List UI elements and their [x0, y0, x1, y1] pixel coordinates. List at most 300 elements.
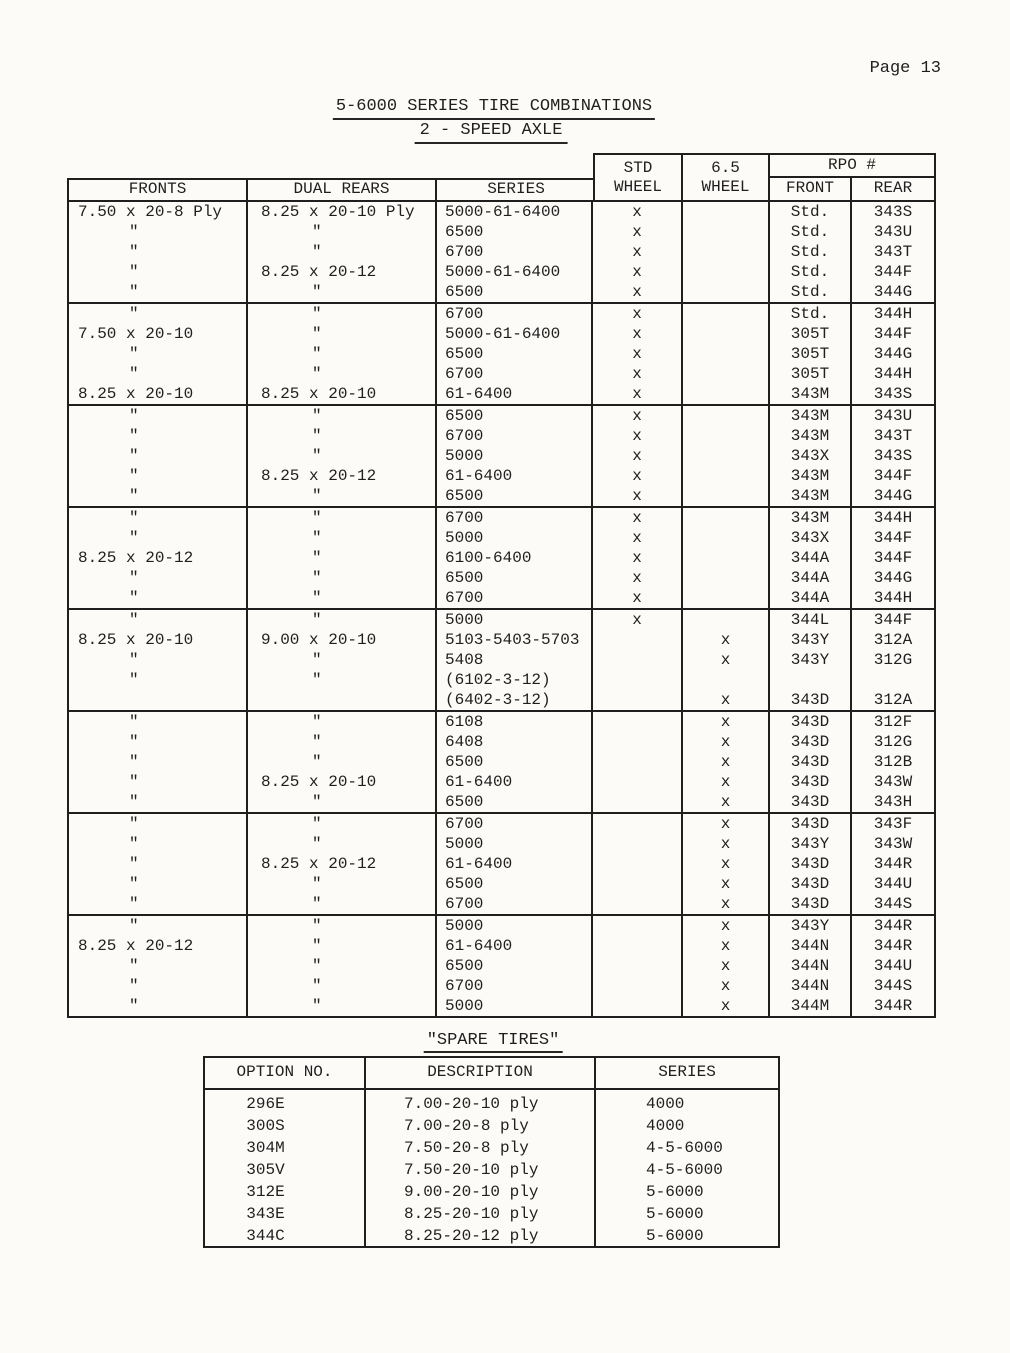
row-group [69, 914, 934, 1016]
table-row [69, 222, 934, 242]
dual-rears-cell: 8.25 x 20-10 Ply [248, 202, 437, 222]
wheel-65-cell: x [683, 916, 770, 936]
fronts-cell: " [69, 712, 248, 732]
fronts-cell: " [69, 834, 248, 854]
description-cell: 7.00-20-10 ply [404, 1095, 539, 1113]
series-cell: 5000-61-6400 [437, 262, 593, 282]
std-wheel-cell [593, 814, 683, 834]
rpo-front-cell: 305T [770, 364, 852, 384]
rpo-rear-cell: 343S [873, 203, 913, 221]
col-header-front: FRONT [770, 178, 852, 200]
rpo-front-cell: 343D [770, 814, 852, 834]
col-header-65-wheel [683, 155, 770, 200]
wheel-65-cell [683, 406, 770, 426]
series-cell: 6500 [437, 792, 593, 812]
table-row [69, 854, 934, 874]
wheel-65-cell: x [683, 752, 770, 772]
series-cell: 6500 [437, 282, 593, 302]
rpo-rear-cell: 343W [873, 835, 913, 853]
wheel-65-cell: x [683, 814, 770, 834]
rpo-rear-cell: 344H [873, 589, 913, 607]
table-row [69, 690, 934, 710]
wheel-65-cell: x [683, 996, 770, 1016]
rpo-front-cell: 344A [770, 588, 852, 608]
wheel-65-cell [683, 466, 770, 486]
rpo-front-cell: 343M [770, 384, 852, 404]
dual-rears-cell: 8.25 x 20-12 [248, 262, 437, 282]
wheel-65-cell [683, 344, 770, 364]
spare-table-header [205, 1058, 778, 1090]
wheel-65-cell [683, 222, 770, 242]
option-no-cell: 343E [246, 1205, 285, 1223]
dual-rears-cell: 8.25 x 20-12 [248, 466, 437, 486]
rpo-front-cell: 305T [770, 324, 852, 344]
rpo-front-cell: 343Y [770, 630, 852, 650]
fronts-cell: " [69, 406, 248, 426]
std-wheel-cell [593, 630, 683, 650]
row-group [69, 812, 934, 914]
wheel-65-cell [683, 324, 770, 344]
rpo-front-cell: 343Y [770, 834, 852, 854]
fronts-cell [69, 690, 248, 710]
rpo-rear-cell: 312A [873, 631, 913, 649]
table-row [69, 894, 934, 914]
fronts-cell: " [69, 446, 248, 466]
rpo-front-cell [770, 670, 852, 690]
dual-rears-cell: " [248, 732, 437, 752]
std-wheel-cell [593, 670, 683, 690]
wheel-65-cell [683, 426, 770, 446]
series-cell: 6408 [437, 732, 593, 752]
wheel-65-cell: x [683, 772, 770, 792]
wheel-65-cell: x [683, 956, 770, 976]
series-cell: 61-6400 [437, 854, 593, 874]
rpo-rear-cell: 312A [873, 691, 913, 709]
table-row [69, 364, 934, 384]
rpo-front-cell: 343D [770, 712, 852, 732]
series-cell: 5408 [437, 650, 593, 670]
description-cell: 7.00-20-8 ply [404, 1117, 529, 1135]
std-wheel-cell [593, 650, 683, 670]
std-wheel-cell [593, 894, 683, 914]
table-row [69, 772, 934, 792]
dual-rears-cell: 8.25 x 20-12 [248, 854, 437, 874]
std-wheel-cell: x [593, 466, 683, 486]
rpo-rear-cell: 344H [873, 509, 913, 527]
wheel-65-cell [683, 486, 770, 506]
table-row [69, 384, 934, 404]
wheel-65-cell [683, 242, 770, 262]
dual-rears-cell: " [248, 528, 437, 548]
six-five-label: 6.5 [711, 159, 740, 177]
table-row [69, 670, 934, 690]
fronts-cell: " [69, 610, 248, 630]
fronts-cell: " [69, 568, 248, 588]
wheel-65-cell: x [683, 690, 770, 710]
rpo-rear-cell: 344G [873, 345, 913, 363]
table-row [69, 956, 934, 976]
series-cell: (6402-3-12) [437, 690, 593, 710]
series-cell: 6500 [437, 956, 593, 976]
table-row [69, 792, 934, 812]
rpo-front-cell: 343X [770, 446, 852, 466]
fronts-cell: " [69, 304, 248, 324]
std-wheel-cell: x [593, 324, 683, 344]
rpo-rear-cell: 312G [873, 733, 913, 751]
rpo-rear-cell: 343S [873, 385, 913, 403]
fronts-cell: " [69, 344, 248, 364]
rpo-front-cell: 343M [770, 406, 852, 426]
dual-rears-cell: " [248, 936, 437, 956]
fronts-cell: " [69, 874, 248, 894]
std-wheel-cell [593, 834, 683, 854]
rpo-subheaders [770, 178, 934, 200]
fronts-cell: " [69, 466, 248, 486]
dual-rears-cell: " [248, 670, 437, 690]
rpo-rear-cell: 344G [873, 487, 913, 505]
rpo-front-cell: 343D [770, 854, 852, 874]
rpo-rear-cell: 343F [873, 815, 913, 833]
dual-rears-cell: 9.00 x 20-10 [248, 630, 437, 650]
fronts-cell: " [69, 364, 248, 384]
series-cell: 5000 [437, 528, 593, 548]
table-row [69, 282, 934, 302]
row-group [69, 302, 934, 404]
table-row [69, 712, 934, 732]
series-cell: 6108 [437, 712, 593, 732]
dual-rears-cell: " [248, 324, 437, 344]
rpo-front-cell: 344N [770, 936, 852, 956]
dual-rears-cell: " [248, 916, 437, 936]
wheel-65-cell [683, 528, 770, 548]
std-wheel-cell: x [593, 508, 683, 528]
option-no-cell: 344C [246, 1227, 285, 1245]
fronts-cell: " [69, 262, 248, 282]
rpo-rear-cell: 343W [873, 773, 913, 791]
wheel-65-cell [683, 588, 770, 608]
series-cell: 6700 [437, 426, 593, 446]
std-wheel-cell: x [593, 528, 683, 548]
wheel-65-cell: x [683, 792, 770, 812]
rpo-front-cell: 305T [770, 344, 852, 364]
std-wheel-cell [593, 712, 683, 732]
description-cell: 9.00-20-10 ply [404, 1183, 539, 1201]
std-wheel-cell: x [593, 242, 683, 262]
table-row [69, 446, 934, 466]
option-no-cell: 300S [246, 1117, 285, 1135]
col-header-rear: REAR [873, 179, 913, 197]
rpo-rear-cell: 344F [873, 611, 913, 629]
table-row [69, 588, 934, 608]
series-cell: 6500 [437, 874, 593, 894]
series-cell: 5000-61-6400 [437, 324, 593, 344]
series-cell: 5-6000 [646, 1205, 704, 1223]
rpo-rear-cell: 344G [873, 569, 913, 587]
std-wheel-cell: x [593, 222, 683, 242]
rpo-number-label: RPO # [770, 155, 934, 178]
row-group [69, 506, 934, 608]
table-row [69, 752, 934, 772]
rpo-rear-cell: 344F [873, 325, 913, 343]
fronts-cell: " [69, 528, 248, 548]
table-row [69, 202, 934, 222]
rpo-rear-cell: 343T [873, 243, 913, 261]
fronts-cell: " [69, 956, 248, 976]
description-cell: 7.50-20-10 ply [404, 1161, 539, 1179]
document-subtitle: 2 - SPEED AXLE [415, 121, 568, 144]
table-row [69, 976, 934, 996]
wheel-65-cell: x [683, 936, 770, 956]
fronts-cell: " [69, 222, 248, 242]
rpo-rear-cell: 343S [873, 447, 913, 465]
wheel-65-cell: x [683, 874, 770, 894]
table-row [69, 242, 934, 262]
spare-col-header-option-no: OPTION NO. [205, 1058, 366, 1088]
rpo-front-cell: 344L [770, 610, 852, 630]
wheel-65-cell [683, 304, 770, 324]
spare-column [205, 1090, 366, 1246]
series-cell: 5000 [437, 996, 593, 1016]
rpo-front-cell: 343X [770, 528, 852, 548]
main-table-header-left [67, 178, 595, 200]
rpo-rear-cell: 344U [873, 875, 913, 893]
table-row [69, 508, 934, 528]
rpo-front-cell: 343D [770, 752, 852, 772]
series-cell: 61-6400 [437, 466, 593, 486]
table-row [69, 406, 934, 426]
rpo-rear-cell: 344H [873, 305, 913, 323]
row-group [69, 404, 934, 506]
std-wheel-cell [593, 996, 683, 1016]
wheel-65-cell [683, 262, 770, 282]
description-cell: 8.25-20-10 ply [404, 1205, 539, 1223]
wheel-65-cell [683, 548, 770, 568]
series-cell: 61-6400 [437, 936, 593, 956]
main-table-header-right [593, 153, 936, 200]
wheel-65-cell [683, 364, 770, 384]
dual-rears-cell: " [248, 650, 437, 670]
std-wheel-cell: x [593, 364, 683, 384]
fronts-cell: " [69, 732, 248, 752]
std-wheel-cell: x [593, 610, 683, 630]
dual-rears-cell: 8.25 x 20-10 [248, 772, 437, 792]
rpo-front-cell: 344N [770, 956, 852, 976]
rpo-front-cell: Std. [770, 242, 852, 262]
rpo-front-cell: 344A [770, 568, 852, 588]
series-cell: 6700 [437, 304, 593, 324]
series-cell: 61-6400 [437, 772, 593, 792]
std-wheel-cell: x [593, 406, 683, 426]
std-wheel-cell: x [593, 202, 683, 222]
rpo-front-cell: 343M [770, 426, 852, 446]
col-header-std-wheel [595, 155, 683, 200]
std-wheel-cell: x [593, 304, 683, 324]
rpo-rear-cell: 343T [873, 427, 913, 445]
rpo-front-cell: 343M [770, 508, 852, 528]
std-wheel-cell [593, 732, 683, 752]
std-wheel-cell: x [593, 426, 683, 446]
rpo-front-cell: 344A [770, 548, 852, 568]
main-table-body [67, 200, 936, 1018]
dual-rears-cell: " [248, 874, 437, 894]
fronts-cell: 8.25 x 20-12 [69, 548, 248, 568]
wheel-65-cell: x [683, 976, 770, 996]
fronts-cell: " [69, 486, 248, 506]
fronts-cell: " [69, 752, 248, 772]
option-no-cell: 312E [246, 1183, 285, 1201]
series-cell: 5000-61-6400 [437, 202, 593, 222]
table-row [69, 834, 934, 854]
wheel-65-cell [683, 446, 770, 466]
wheel-label: WHEEL [613, 178, 662, 196]
col-header-rpo-group [770, 155, 934, 200]
std-wheel-cell [593, 956, 683, 976]
table-row [69, 996, 934, 1016]
fronts-cell: " [69, 854, 248, 874]
fronts-cell: " [69, 426, 248, 446]
series-cell: 6500 [437, 486, 593, 506]
dual-rears-cell: " [248, 548, 437, 568]
fronts-cell: 8.25 x 20-10 [69, 630, 248, 650]
dual-rears-cell: " [248, 282, 437, 302]
dual-rears-cell: " [248, 568, 437, 588]
std-wheel-cell [593, 916, 683, 936]
spare-table-body [205, 1090, 778, 1246]
std-wheel-cell [593, 752, 683, 772]
row-group [69, 608, 934, 710]
rpo-rear-cell: 344U [873, 957, 913, 975]
std-wheel-cell [593, 976, 683, 996]
dual-rears-cell: " [248, 344, 437, 364]
rpo-rear-cell: 344R [873, 917, 913, 935]
fronts-cell: " [69, 282, 248, 302]
rpo-front-cell: 344N [770, 976, 852, 996]
rpo-rear-cell: 312B [873, 753, 913, 771]
series-cell: 6500 [437, 406, 593, 426]
dual-rears-cell: " [248, 508, 437, 528]
series-cell: 5000 [437, 916, 593, 936]
dual-rears-cell: " [248, 792, 437, 812]
series-cell: 5103-5403-5703 [437, 630, 593, 650]
fronts-cell: " [69, 772, 248, 792]
rpo-front-cell: Std. [770, 262, 852, 282]
table-row [69, 426, 934, 446]
table-row [69, 610, 934, 630]
rpo-front-cell: Std. [770, 282, 852, 302]
wheel-65-cell: x [683, 732, 770, 752]
std-wheel-cell: x [593, 384, 683, 404]
series-cell: 4-5-6000 [646, 1139, 723, 1157]
series-cell: 5-6000 [646, 1183, 704, 1201]
rpo-rear-cell: 343H [873, 793, 913, 811]
table-row [69, 548, 934, 568]
rpo-rear-cell: 344F [873, 263, 913, 281]
series-cell: 6700 [437, 894, 593, 914]
dual-rears-cell: " [248, 814, 437, 834]
option-no-cell: 296E [246, 1095, 285, 1113]
rpo-rear-cell: 344G [873, 283, 913, 301]
rpo-rear-cell: 312G [873, 651, 913, 669]
series-cell: 6500 [437, 222, 593, 242]
series-cell: 5000 [437, 446, 593, 466]
dual-rears-cell: " [248, 834, 437, 854]
std-wheel-cell [593, 854, 683, 874]
spare-tires-title: "SPARE TIRES" [424, 1031, 563, 1053]
rpo-rear-cell [852, 670, 934, 690]
description-cell: 7.50-20-8 ply [404, 1139, 529, 1157]
fronts-cell: " [69, 894, 248, 914]
std-wheel-cell: x [593, 262, 683, 282]
rpo-front-cell: 343M [770, 466, 852, 486]
rpo-front-cell: Std. [770, 222, 852, 242]
rpo-rear-cell: 344R [873, 937, 913, 955]
table-row [69, 466, 934, 486]
wheel-65-cell: x [683, 630, 770, 650]
wheel-65-cell: x [683, 712, 770, 732]
rpo-rear-cell: 312F [873, 713, 913, 731]
rpo-front-cell: 343Y [770, 916, 852, 936]
table-row [69, 732, 934, 752]
option-no-cell: 305V [246, 1161, 285, 1179]
rpo-rear-cell: 344R [873, 855, 913, 873]
table-row [69, 814, 934, 834]
rpo-rear-cell: 344H [873, 365, 913, 383]
dual-rears-cell: " [248, 406, 437, 426]
wheel-65-cell [683, 202, 770, 222]
std-wheel-cell: x [593, 446, 683, 466]
table-row [69, 568, 934, 588]
spare-tires-table [203, 1056, 780, 1248]
std-wheel-cell: x [593, 548, 683, 568]
series-cell: 6700 [437, 588, 593, 608]
series-cell: 6700 [437, 508, 593, 528]
table-row [69, 528, 934, 548]
std-wheel-cell [593, 772, 683, 792]
table-row [69, 874, 934, 894]
fronts-cell: " [69, 814, 248, 834]
fronts-cell: " [69, 670, 248, 690]
table-row [69, 486, 934, 506]
fronts-cell: " [69, 650, 248, 670]
series-cell: 6700 [437, 364, 593, 384]
std-label: STD [623, 159, 653, 177]
rpo-rear-cell: 344R [873, 997, 913, 1015]
std-wheel-cell: x [593, 588, 683, 608]
wheel-65-cell [683, 282, 770, 302]
series-cell: 5000 [437, 610, 593, 630]
wheel-65-cell: x [683, 834, 770, 854]
rpo-rear-cell: 344F [873, 549, 913, 567]
rpo-rear-cell: 344F [873, 467, 913, 485]
wheel-65-cell [683, 568, 770, 588]
rpo-front-cell: Std. [770, 304, 852, 324]
fronts-cell: 8.25 x 20-10 [69, 384, 248, 404]
std-wheel-cell: x [593, 282, 683, 302]
series-cell: 6700 [437, 814, 593, 834]
page-number: Page 13 [869, 59, 941, 78]
table-row [69, 344, 934, 364]
series-cell: 6700 [437, 242, 593, 262]
wheel-label: WHEEL [701, 178, 750, 196]
dual-rears-cell: " [248, 752, 437, 772]
dual-rears-cell: " [248, 610, 437, 630]
rpo-rear-cell: 344S [873, 895, 913, 913]
series-cell: 6500 [437, 752, 593, 772]
series-cell: 4-5-6000 [646, 1161, 723, 1179]
rpo-front-cell: 343D [770, 772, 852, 792]
std-wheel-cell [593, 792, 683, 812]
table-row [69, 630, 934, 650]
